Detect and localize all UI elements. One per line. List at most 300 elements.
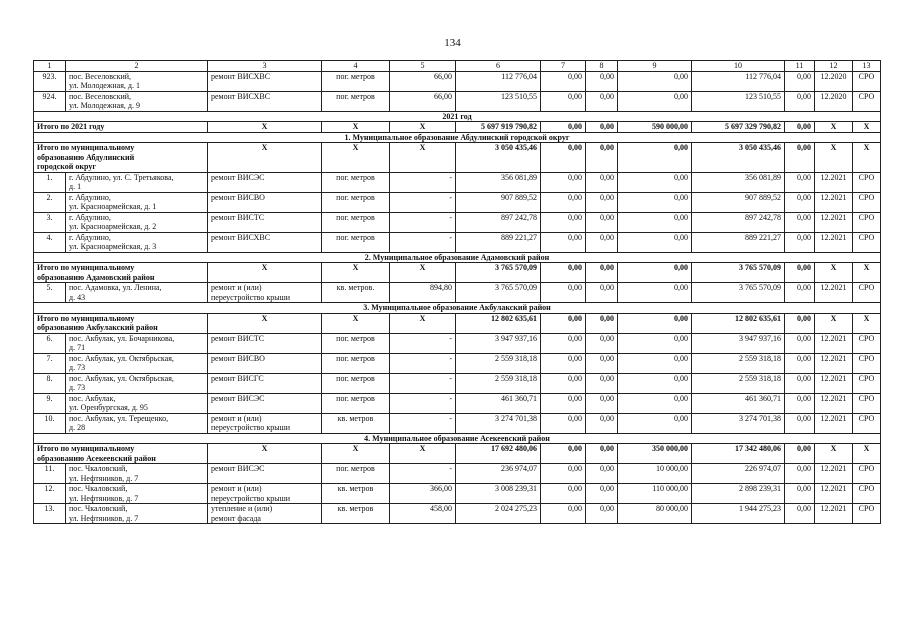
- header-cell: 6: [456, 61, 541, 72]
- section-title: 2. Муниципальное образование Адамовский район: [34, 252, 881, 263]
- table-cell: 0,00: [541, 91, 586, 111]
- table-cell: 0,00: [785, 232, 815, 252]
- table-cell: 3 274 701,38: [456, 413, 541, 433]
- table-cell: пог. метров: [322, 373, 390, 393]
- total-cell: 0,00: [618, 143, 692, 173]
- table-cell: СРО: [853, 71, 881, 91]
- table-cell: 0,00: [785, 353, 815, 373]
- section-title: 1. Муниципальное образование Абдулинский городской округ: [34, 132, 881, 143]
- total-row: [34, 313, 881, 333]
- table-cell: ремонт ВИСЭС: [208, 393, 322, 413]
- header-cell: 5: [390, 61, 456, 72]
- table-cell: 0,00: [618, 413, 692, 433]
- table-cell: 0,00: [785, 464, 815, 484]
- table-cell: 0,00: [785, 283, 815, 303]
- total-cell: X: [815, 122, 853, 133]
- table-cell: 0,00: [586, 192, 618, 212]
- table-row: [34, 283, 881, 303]
- table-cell: СРО: [853, 91, 881, 111]
- total-cell: 0,00: [785, 444, 815, 464]
- table-row: [34, 413, 881, 433]
- table-cell: пог. метров: [322, 172, 390, 192]
- table-cell: СРО: [853, 283, 881, 303]
- table-row: [34, 192, 881, 212]
- total-cell: 0,00: [586, 143, 618, 173]
- table-cell: -: [390, 212, 456, 232]
- table-cell: 3 947 937,16: [692, 333, 785, 353]
- table-cell: -: [390, 464, 456, 484]
- table-cell: 12.2021: [815, 464, 853, 484]
- table-cell: ремонт ВИСХВС: [208, 91, 322, 111]
- table-cell: 6.: [34, 333, 66, 353]
- total-cell: 5 697 919 790,82: [456, 122, 541, 133]
- total-cell: X: [815, 263, 853, 283]
- table-cell: кв. метров: [322, 484, 390, 504]
- total-cell: X: [322, 313, 390, 333]
- table-cell: 889 221,27: [456, 232, 541, 252]
- total-cell: X: [208, 444, 322, 464]
- table-cell: 0,00: [785, 91, 815, 111]
- table-cell: г. Абдулино, ул. Красноармейская, д. 1: [66, 192, 208, 212]
- total-cell: X: [853, 313, 881, 333]
- total-cell: 0,00: [541, 313, 586, 333]
- table-cell: 0,00: [618, 373, 692, 393]
- table-cell: пог. метров: [322, 232, 390, 252]
- total-cell: X: [390, 122, 456, 133]
- table-cell: 123 510,55: [456, 91, 541, 111]
- total-cell: X: [853, 444, 881, 464]
- table-cell: 356 081,89: [456, 172, 541, 192]
- table-cell: 923.: [34, 71, 66, 91]
- table-cell: 0,00: [618, 172, 692, 192]
- table-cell: -: [390, 393, 456, 413]
- table-cell: 3 008 239,31: [456, 484, 541, 504]
- table-cell: пос. Акбулак, ул. Бочарникова, д. 71: [66, 333, 208, 353]
- table-cell: 12.2021: [815, 283, 853, 303]
- table-cell: -: [390, 373, 456, 393]
- table-cell: 907 889,52: [456, 192, 541, 212]
- table-cell: 0,00: [586, 413, 618, 433]
- table-cell: -: [390, 413, 456, 433]
- table-cell: 0,00: [618, 71, 692, 91]
- table-cell: -: [390, 172, 456, 192]
- total-cell: 3 050 435,46: [456, 143, 541, 173]
- table-cell: 2 898 239,31: [692, 484, 785, 504]
- total-cell: 17 692 480,06: [456, 444, 541, 464]
- table-cell: 907 889,52: [692, 192, 785, 212]
- table-cell: СРО: [853, 212, 881, 232]
- table-cell: 0,00: [618, 91, 692, 111]
- header-cell: 1: [34, 61, 66, 72]
- table-cell: пос. Адамовка, ул. Ленина, д. 43: [66, 283, 208, 303]
- total-cell: X: [208, 143, 322, 173]
- header-cell: 12: [815, 61, 853, 72]
- table-cell: 12.2021: [815, 192, 853, 212]
- table-row: [34, 212, 881, 232]
- page-number: 134: [444, 37, 461, 49]
- total-cell: X: [322, 122, 390, 133]
- table-cell: 0,00: [586, 353, 618, 373]
- table-cell: СРО: [853, 232, 881, 252]
- table-cell: 0,00: [586, 71, 618, 91]
- header-cell: 7: [541, 61, 586, 72]
- table-cell: 0,00: [618, 353, 692, 373]
- table-cell: 1.: [34, 172, 66, 192]
- total-cell: X: [390, 143, 456, 173]
- table-cell: 0,00: [785, 393, 815, 413]
- table-cell: 3 765 570,09: [456, 283, 541, 303]
- table-cell: СРО: [853, 413, 881, 433]
- total-cell: 12 802 635,61: [456, 313, 541, 333]
- table-cell: 0,00: [618, 192, 692, 212]
- table-cell: 0,00: [541, 464, 586, 484]
- table-cell: СРО: [853, 333, 881, 353]
- total-cell: 0,00: [785, 122, 815, 133]
- table-cell: 10 000,00: [618, 464, 692, 484]
- table-cell: пос. Акбулак, ул. Терещенко, д. 28: [66, 413, 208, 433]
- total-cell: X: [208, 263, 322, 283]
- total-cell: 0,00: [586, 313, 618, 333]
- table-cell: 11.: [34, 464, 66, 484]
- total-label: Итого по муниципальному образованию Адамовский район: [34, 263, 208, 283]
- table-cell: 2 559 318,18: [456, 373, 541, 393]
- total-cell: X: [853, 263, 881, 283]
- total-cell: 3 765 570,09: [456, 263, 541, 283]
- table-cell: 0,00: [586, 172, 618, 192]
- table-cell: пог. метров: [322, 464, 390, 484]
- table-cell: 0,00: [541, 504, 586, 524]
- table-cell: 0,00: [541, 373, 586, 393]
- table-cell: пос. Чкаловский, ул. Нефтяников, д. 7: [66, 504, 208, 524]
- table-cell: -: [390, 353, 456, 373]
- table-cell: 12.2020: [815, 91, 853, 111]
- table-cell: 7.: [34, 353, 66, 373]
- total-cell: 0,00: [541, 444, 586, 464]
- section-header-row: [34, 132, 881, 143]
- table-cell: 366,00: [390, 484, 456, 504]
- table-cell: 0,00: [785, 333, 815, 353]
- table-cell: 0,00: [586, 283, 618, 303]
- header-cell: 11: [785, 61, 815, 72]
- table-cell: 0,00: [586, 393, 618, 413]
- table-row: [34, 484, 881, 504]
- table-cell: 0,00: [618, 333, 692, 353]
- table-cell: 5.: [34, 283, 66, 303]
- total-cell: 350 000,00: [618, 444, 692, 464]
- table-cell: пос. Чкаловский, ул. Нефтяников, д. 7: [66, 464, 208, 484]
- table-cell: 12.2021: [815, 212, 853, 232]
- table-cell: 0,00: [586, 212, 618, 232]
- table-cell: 894,80: [390, 283, 456, 303]
- total-cell: 17 342 480,06: [692, 444, 785, 464]
- total-cell: 0,00: [785, 263, 815, 283]
- section-header-row: [34, 433, 881, 444]
- table-cell: 0,00: [541, 192, 586, 212]
- table-cell: 3.: [34, 212, 66, 232]
- table-cell: 12.2021: [815, 393, 853, 413]
- table-cell: -: [390, 333, 456, 353]
- total-label: Итого по муниципальному образованию Асекеевский район: [34, 444, 208, 464]
- table-cell: пос. Веселовский, ул. Молодежная, д. 9: [66, 91, 208, 111]
- section-header-row: [34, 303, 881, 314]
- table-cell: ремонт ВИСТС: [208, 212, 322, 232]
- table-cell: 226 974,07: [692, 464, 785, 484]
- table-cell: 2 559 318,18: [692, 353, 785, 373]
- table-cell: 0,00: [785, 212, 815, 232]
- total-cell: 0,00: [541, 122, 586, 133]
- total-cell: 0,00: [586, 122, 618, 133]
- header-row: [34, 61, 881, 72]
- table-cell: 66,00: [390, 91, 456, 111]
- section-header-row: [34, 111, 881, 122]
- table-cell: ремонт и (или) переустройство крыши: [208, 283, 322, 303]
- table-cell: пог. метров: [322, 192, 390, 212]
- table-cell: 0,00: [586, 232, 618, 252]
- total-row: [34, 143, 881, 173]
- total-cell: X: [322, 263, 390, 283]
- table-cell: 2 559 318,18: [692, 373, 785, 393]
- table-cell: ремонт и (или) переустройство крыши: [208, 484, 322, 504]
- table-cell: ремонт ВИСВО: [208, 353, 322, 373]
- total-cell: 0,00: [785, 143, 815, 173]
- total-cell: 0,00: [618, 313, 692, 333]
- table-cell: 12.2021: [815, 373, 853, 393]
- total-cell: X: [815, 143, 853, 173]
- table-cell: пог. метров: [322, 333, 390, 353]
- total-cell: X: [853, 122, 881, 133]
- total-row: [34, 122, 881, 133]
- table-cell: СРО: [853, 373, 881, 393]
- table-cell: ремонт ВИСЭС: [208, 464, 322, 484]
- table-cell: пос. Акбулак, ул. Октябрьская, д. 73: [66, 353, 208, 373]
- table-cell: 0,00: [618, 393, 692, 413]
- table-row: [34, 393, 881, 413]
- table-cell: 897 242,78: [692, 212, 785, 232]
- table-cell: пог. метров: [322, 353, 390, 373]
- total-label: Итого по 2021 году: [34, 122, 208, 133]
- table-cell: -: [390, 232, 456, 252]
- total-cell: 12 802 635,61: [692, 313, 785, 333]
- total-cell: X: [208, 313, 322, 333]
- table-cell: 0,00: [586, 504, 618, 524]
- table-cell: 0,00: [785, 413, 815, 433]
- table-row: [34, 232, 881, 252]
- table-cell: 0,00: [541, 353, 586, 373]
- total-cell: 0,00: [541, 263, 586, 283]
- table-cell: 12.2021: [815, 504, 853, 524]
- table-cell: 4.: [34, 232, 66, 252]
- table-cell: 0,00: [618, 212, 692, 232]
- total-row: [34, 263, 881, 283]
- table-cell: 0,00: [541, 393, 586, 413]
- header-cell: 13: [853, 61, 881, 72]
- header-cell: 10: [692, 61, 785, 72]
- table-cell: 13.: [34, 504, 66, 524]
- table-cell: 0,00: [541, 333, 586, 353]
- table-cell: 112 776,04: [692, 71, 785, 91]
- total-cell: 5 697 329 790,82: [692, 122, 785, 133]
- total-cell: X: [390, 263, 456, 283]
- table-cell: 0,00: [541, 232, 586, 252]
- table-cell: пос. Веселовский, ул. Молодежная, д. 1: [66, 71, 208, 91]
- table-cell: 0,00: [586, 373, 618, 393]
- table-cell: 12.2021: [815, 232, 853, 252]
- table-row: [34, 373, 881, 393]
- table-row: [34, 71, 881, 91]
- table-cell: 3 947 937,16: [456, 333, 541, 353]
- table-cell: 0,00: [785, 71, 815, 91]
- table-cell: пог. метров: [322, 91, 390, 111]
- table-cell: 3 274 701,38: [692, 413, 785, 433]
- table-cell: 0,00: [785, 192, 815, 212]
- total-cell: 0,00: [586, 263, 618, 283]
- table-cell: 461 360,71: [692, 393, 785, 413]
- total-cell: 590 000,00: [618, 122, 692, 133]
- table-row: [34, 172, 881, 192]
- table-cell: 0,00: [586, 484, 618, 504]
- table-cell: 0,00: [618, 283, 692, 303]
- table-cell: СРО: [853, 484, 881, 504]
- table-cell: СРО: [853, 192, 881, 212]
- table-cell: 3 765 570,09: [692, 283, 785, 303]
- table-cell: 123 510,55: [692, 91, 785, 111]
- table-cell: утепление и (или) ремонт фасада: [208, 504, 322, 524]
- table-cell: 2 559 318,18: [456, 353, 541, 373]
- header-cell: 9: [618, 61, 692, 72]
- table-cell: 0,00: [785, 504, 815, 524]
- table-cell: пог. метров: [322, 212, 390, 232]
- table-cell: 458,00: [390, 504, 456, 524]
- header-cell: 3: [208, 61, 322, 72]
- table-row: [34, 353, 881, 373]
- section-title: 2021 год: [34, 111, 881, 122]
- total-cell: 3 765 570,09: [692, 263, 785, 283]
- table-cell: 0,00: [541, 71, 586, 91]
- total-cell: X: [322, 143, 390, 173]
- table-cell: кв. метров: [322, 413, 390, 433]
- table-cell: ремонт ВИСХВС: [208, 232, 322, 252]
- table-cell: кв. метров.: [322, 283, 390, 303]
- table-cell: пос. Акбулак, ул. Октябрьская, д. 73: [66, 373, 208, 393]
- total-label: Итого по муниципальному образованию Акбулакский район: [34, 313, 208, 333]
- header-cell: 4: [322, 61, 390, 72]
- table-row: [34, 91, 881, 111]
- table-cell: ремонт ВИСГС: [208, 373, 322, 393]
- table-cell: ремонт ВИСВО: [208, 192, 322, 212]
- table-cell: -: [390, 192, 456, 212]
- total-cell: 0,00: [785, 313, 815, 333]
- table-row: [34, 504, 881, 524]
- table-cell: 0,00: [618, 232, 692, 252]
- section-title: 4. Муниципальное образование Асекеевский район: [34, 433, 881, 444]
- table-cell: пог. метров: [322, 393, 390, 413]
- table-cell: пос. Акбулак, ул. Оренбургская, д. 95: [66, 393, 208, 413]
- table-cell: 80 000,00: [618, 504, 692, 524]
- table-cell: СРО: [853, 393, 881, 413]
- table-cell: 2 024 275,23: [456, 504, 541, 524]
- program-table: [33, 60, 881, 524]
- table-cell: 897 242,78: [456, 212, 541, 232]
- table-cell: 12.: [34, 484, 66, 504]
- total-cell: 3 050 435,46: [692, 143, 785, 173]
- table-cell: 12.2021: [815, 484, 853, 504]
- table-cell: ремонт ВИСТС: [208, 333, 322, 353]
- table-cell: 12.2021: [815, 172, 853, 192]
- table-cell: г. Абдулино, ул. Красноармейская, д. 3: [66, 232, 208, 252]
- table-row: [34, 333, 881, 353]
- table-cell: 0,00: [586, 91, 618, 111]
- table-cell: 66,00: [390, 71, 456, 91]
- table-cell: СРО: [853, 504, 881, 524]
- table-cell: 0,00: [541, 283, 586, 303]
- table-cell: 12.2021: [815, 353, 853, 373]
- table-cell: 461 360,71: [456, 393, 541, 413]
- header-cell: 2: [66, 61, 208, 72]
- table-cell: 1 944 275,23: [692, 504, 785, 524]
- table-cell: 236 974,07: [456, 464, 541, 484]
- total-cell: X: [815, 444, 853, 464]
- total-cell: 0,00: [618, 263, 692, 283]
- table-cell: 0,00: [541, 212, 586, 232]
- table-cell: 12.2021: [815, 413, 853, 433]
- total-cell: X: [853, 143, 881, 173]
- table-cell: 0,00: [541, 172, 586, 192]
- table-cell: г. Абдулино, ул. Красноармейская, д. 2: [66, 212, 208, 232]
- table-cell: 8.: [34, 373, 66, 393]
- total-cell: X: [322, 444, 390, 464]
- table-cell: 0,00: [586, 333, 618, 353]
- table-cell: 12.2021: [815, 333, 853, 353]
- section-header-row: [34, 252, 881, 263]
- table-cell: 0,00: [785, 484, 815, 504]
- table-row: [34, 464, 881, 484]
- table-cell: 0,00: [586, 464, 618, 484]
- total-cell: 0,00: [586, 444, 618, 464]
- total-cell: X: [815, 313, 853, 333]
- table-cell: 12.2020: [815, 71, 853, 91]
- table-cell: 10.: [34, 413, 66, 433]
- total-cell: X: [390, 313, 456, 333]
- table-cell: СРО: [853, 353, 881, 373]
- total-cell: X: [208, 122, 322, 133]
- total-label: Итого по муниципальному образованию Абдулинский городской округ: [34, 143, 208, 173]
- table-cell: 0,00: [785, 373, 815, 393]
- table-cell: пос. Чкаловский, ул. Нефтяников, д. 7: [66, 484, 208, 504]
- table-cell: 924.: [34, 91, 66, 111]
- section-title: 3. Муниципальное образование Акбулакский район: [34, 303, 881, 314]
- total-cell: X: [390, 444, 456, 464]
- table-cell: г. Абдулино, ул. С. Третьякова, д. 1: [66, 172, 208, 192]
- table-cell: СРО: [853, 464, 881, 484]
- table-cell: ремонт ВИСХВС: [208, 71, 322, 91]
- table-cell: ремонт и (или) переустройство крыши: [208, 413, 322, 433]
- total-cell: 0,00: [541, 143, 586, 173]
- table-cell: 110 000,00: [618, 484, 692, 504]
- total-row: [34, 444, 881, 464]
- table-cell: кв. метров: [322, 504, 390, 524]
- table-cell: пог. метров: [322, 71, 390, 91]
- table-cell: 0,00: [541, 413, 586, 433]
- table-cell: 0,00: [785, 172, 815, 192]
- table-cell: 112 776,04: [456, 71, 541, 91]
- table-cell: 2.: [34, 192, 66, 212]
- table-cell: 356 081,89: [692, 172, 785, 192]
- table-cell: 0,00: [541, 484, 586, 504]
- header-cell: 8: [586, 61, 618, 72]
- table-cell: 9.: [34, 393, 66, 413]
- table-cell: ремонт ВИСЭС: [208, 172, 322, 192]
- table-cell: СРО: [853, 172, 881, 192]
